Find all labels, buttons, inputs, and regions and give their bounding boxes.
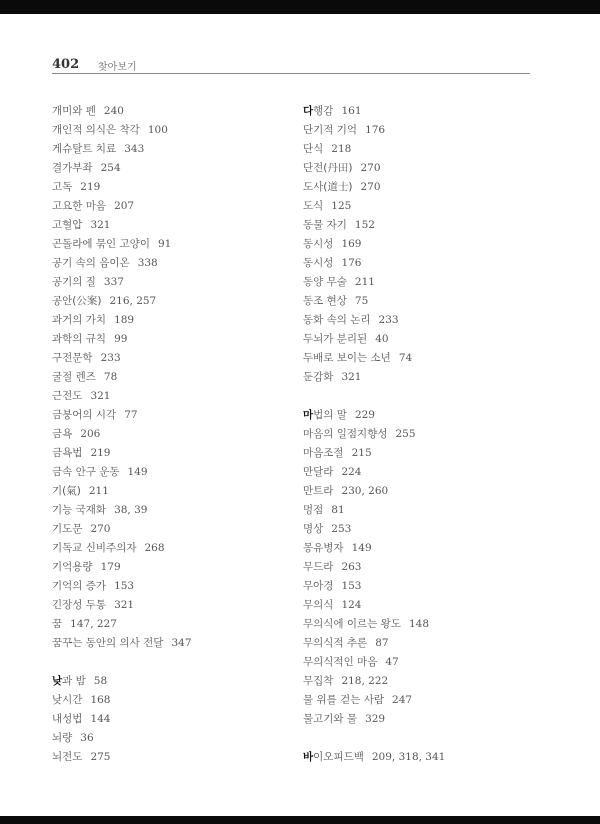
entry-pages: 270	[90, 523, 111, 535]
entry-term: 동시성	[303, 257, 334, 269]
entry-term: 내성법	[52, 713, 83, 725]
index-entry	[303, 273, 543, 292]
entry-pages: 47	[385, 656, 399, 668]
page-number: 402	[52, 57, 80, 72]
index-entry	[52, 634, 282, 653]
section-gap	[303, 387, 543, 406]
entry-pages: 40	[375, 333, 389, 345]
index-entry	[52, 121, 282, 140]
entry-term: 공안(公案)	[52, 295, 102, 307]
index-entry	[303, 140, 543, 159]
entry-term: 고독	[52, 181, 73, 193]
entry-term: 멍점	[303, 504, 324, 516]
index-entry	[52, 729, 282, 748]
entry-term: 명상	[303, 523, 324, 535]
entry-pages: 161	[341, 105, 362, 117]
entry-pages: 211	[354, 276, 375, 288]
entry-term: 도식	[303, 200, 324, 212]
index-entry	[52, 425, 282, 444]
entry-pages: 152	[354, 219, 375, 231]
entry-pages: 321	[90, 219, 111, 231]
index-entry	[303, 292, 543, 311]
entry-term: 두배로 보이는 소년	[303, 352, 391, 364]
index-entry	[303, 558, 543, 577]
entry-term: 둔감화	[303, 371, 334, 383]
entry-term: 과 밤	[62, 675, 86, 687]
entry-term: 꿈꾸는 동안의 의사 전달	[52, 637, 164, 649]
entry-pages: 211	[88, 485, 109, 497]
index-entry	[52, 197, 282, 216]
entry-pages: 125	[331, 200, 352, 212]
entry-pages: 189	[114, 314, 135, 326]
index-entry	[52, 482, 282, 501]
entry-term: 금속 안구 운동	[52, 466, 120, 478]
index-entry	[303, 235, 543, 254]
entry-pages: 329	[365, 713, 386, 725]
entry-pages: 233	[378, 314, 399, 326]
entry-pages: 91	[157, 238, 172, 250]
entry-pages: 176	[365, 124, 386, 136]
entry-term: 무아경	[303, 580, 334, 592]
index-entry	[303, 330, 543, 349]
entry-term: 고혈압	[52, 219, 83, 231]
index-entry	[52, 615, 282, 634]
entry-lead-letter: 낮	[52, 675, 63, 687]
entry-pages: 255	[395, 428, 416, 440]
entry-term: 개인적 의식은 착각	[52, 124, 140, 136]
index-entry	[52, 691, 282, 710]
index-entry	[303, 121, 543, 140]
index-entry	[52, 330, 282, 349]
entry-pages: 149	[127, 466, 148, 478]
entry-pages: 209, 318, 341	[371, 751, 446, 763]
index-entry	[303, 159, 543, 178]
index-entry	[303, 444, 543, 463]
index-entry	[303, 672, 543, 691]
entry-term: 동조 현상	[303, 295, 347, 307]
index-entry	[303, 463, 543, 482]
entry-term: 기도문	[52, 523, 83, 535]
entry-term: 금욕법	[52, 447, 83, 459]
entry-term: 이오피드백	[313, 751, 364, 763]
index-entry	[52, 501, 282, 520]
index-entry	[303, 178, 543, 197]
entry-pages: 38, 39	[114, 504, 148, 516]
entry-term: 단식	[303, 143, 324, 155]
entry-term: 마음조절	[303, 447, 344, 459]
index-entry	[52, 235, 282, 254]
entry-pages: 270	[360, 162, 381, 174]
entry-pages: 87	[375, 637, 389, 649]
entry-term: 금붕어의 시각	[52, 409, 117, 421]
entry-pages: 74	[398, 352, 413, 364]
index-entry	[303, 539, 543, 558]
entry-term: 긴장성 두통	[52, 599, 107, 611]
index-entry	[303, 254, 543, 273]
entry-term: 뇌전도	[52, 751, 83, 763]
entry-pages: 206	[80, 428, 101, 440]
entry-term: 동시성	[303, 238, 334, 250]
entry-term: 결가부좌	[52, 162, 93, 174]
index-entry	[303, 406, 543, 425]
index-entry	[52, 672, 282, 691]
entry-pages: 58	[93, 675, 108, 687]
entry-pages: 81	[331, 504, 345, 516]
entry-pages: 270	[360, 181, 381, 193]
entry-term: 무집착	[303, 675, 334, 687]
index-entry	[303, 691, 543, 710]
entry-pages: 218	[331, 143, 352, 155]
entry-pages: 153	[114, 580, 135, 592]
entry-pages: 219	[80, 181, 101, 193]
entry-pages: 233	[100, 352, 121, 364]
entry-term: 몽유병자	[303, 542, 344, 554]
index-entry	[52, 254, 282, 273]
entry-pages: 321	[90, 390, 111, 402]
index-entry	[303, 216, 543, 235]
entry-pages: 168	[90, 694, 111, 706]
entry-pages: 207	[114, 200, 135, 212]
entry-pages: 124	[341, 599, 362, 611]
entry-pages: 240	[103, 105, 124, 117]
entry-pages: 230, 260	[341, 485, 389, 497]
index-entry	[303, 482, 543, 501]
index-entry	[52, 710, 282, 729]
entry-term: 만트라	[303, 485, 334, 497]
entry-term: 굴절 렌즈	[52, 371, 96, 383]
entry-term: 고요한 마음	[52, 200, 107, 212]
entry-term: 꿈	[52, 618, 63, 630]
index-entry	[303, 197, 543, 216]
index-entry	[303, 501, 543, 520]
entry-pages: 218, 222	[341, 675, 389, 687]
entry-pages: 253	[331, 523, 352, 535]
entry-term: 근전도	[52, 390, 83, 402]
entry-lead-letter: 다	[303, 105, 314, 117]
entry-term: 기(氣)	[52, 485, 81, 497]
entry-pages: 176	[341, 257, 362, 269]
entry-pages: 36	[80, 732, 94, 744]
index-entry	[52, 748, 282, 767]
section-title: 찾아보기	[98, 62, 137, 73]
index-entry	[52, 444, 282, 463]
entry-pages: 321	[114, 599, 135, 611]
entry-term: 과학의 규칙	[52, 333, 107, 345]
index-entry	[52, 349, 282, 368]
section-gap	[52, 653, 282, 672]
index-entry	[52, 520, 282, 539]
index-entry	[52, 368, 282, 387]
entry-pages: 219	[90, 447, 111, 459]
bottom-border-bar	[0, 816, 600, 824]
entry-term: 공기 속의 음이온	[52, 257, 130, 269]
index-entry	[303, 596, 543, 615]
entry-pages: 268	[144, 542, 165, 554]
index-entry	[303, 425, 543, 444]
index-entry	[52, 463, 282, 482]
entry-term: 무의식적 추론	[303, 637, 368, 649]
header-rule	[52, 73, 530, 74]
section-gap	[303, 729, 543, 748]
index-entry	[303, 577, 543, 596]
entry-term: 동양 무술	[303, 276, 347, 288]
entry-pages: 100	[147, 124, 168, 136]
entry-pages: 254	[100, 162, 121, 174]
entry-term: 물 위를 걷는 사람	[303, 694, 385, 706]
entry-term: 무의식적인 마음	[303, 656, 378, 668]
entry-term: 뇌량	[52, 732, 73, 744]
index-entry	[52, 387, 282, 406]
entry-term: 단기적 기억	[303, 124, 358, 136]
index-entry	[303, 634, 543, 653]
entry-pages: 149	[351, 542, 372, 554]
entry-term: 동화 속의 논리	[303, 314, 371, 326]
index-entry	[303, 368, 543, 387]
index-entry	[52, 140, 282, 159]
entry-term: 무의식에 이르는 왕도	[303, 618, 401, 630]
index-entry	[303, 311, 543, 330]
entry-pages: 216, 257	[109, 295, 157, 307]
entry-term: 만달라	[303, 466, 334, 478]
entry-term: 도사(道士)	[303, 181, 353, 193]
entry-pages: 321	[341, 371, 362, 383]
entry-pages: 75	[354, 295, 369, 307]
entry-pages: 148	[408, 618, 430, 630]
entry-pages: 99	[114, 333, 128, 345]
entry-pages: 147, 227	[70, 618, 117, 630]
entry-term: 기억용량	[52, 561, 93, 573]
entry-pages: 229	[354, 409, 375, 421]
index-entry	[303, 710, 543, 729]
entry-term: 과거의 가치	[52, 314, 107, 326]
entry-pages: 275	[90, 751, 111, 763]
entry-pages: 153	[341, 580, 362, 592]
entry-term: 물고기와 물	[303, 713, 358, 725]
entry-term: 마음의 일점지향성	[303, 428, 388, 440]
index-entry	[52, 216, 282, 235]
entry-lead-letter: 마	[303, 409, 314, 421]
entry-pages: 347	[171, 637, 192, 649]
entry-pages: 169	[341, 238, 362, 250]
index-entry	[52, 102, 282, 121]
entry-term: 두뇌가 분리된	[303, 333, 368, 345]
entry-pages: 247	[392, 694, 413, 706]
entry-term: 낮시간	[52, 694, 83, 706]
entry-pages: 337	[103, 276, 124, 288]
entry-pages: 144	[90, 713, 111, 725]
entry-term: 게슈탈트 치료	[52, 143, 117, 155]
entry-term: 법의 말	[313, 409, 347, 421]
entry-term: 동물 자기	[303, 219, 347, 231]
entry-pages: 224	[341, 466, 362, 478]
index-entry	[52, 159, 282, 178]
index-entry	[303, 748, 543, 767]
entry-term: 구전문학	[52, 352, 93, 364]
index-entry	[52, 558, 282, 577]
entry-lead-letter: 바	[303, 751, 314, 763]
entry-pages: 263	[341, 561, 362, 573]
index-column-left	[52, 102, 282, 767]
index-column-right	[303, 102, 543, 767]
entry-term: 기독교 신비주의자	[52, 542, 137, 554]
entry-term: 무의식	[303, 599, 334, 611]
index-entry	[303, 653, 543, 672]
entry-pages: 215	[351, 447, 372, 459]
index-entry	[52, 273, 282, 292]
entry-pages: 78	[103, 371, 118, 383]
entry-term: 금욕	[52, 428, 73, 440]
page-header	[52, 57, 530, 73]
index-entry	[303, 349, 543, 368]
top-border-bar	[0, 0, 600, 14]
index-entry	[52, 311, 282, 330]
index-entry	[303, 102, 543, 121]
entry-term: 무드라	[303, 561, 334, 573]
entry-term: 기억의 증가	[52, 580, 107, 592]
index-entry	[52, 596, 282, 615]
index-entry	[52, 577, 282, 596]
index-entry	[303, 615, 543, 634]
index-entry	[52, 539, 282, 558]
index-entry	[52, 292, 282, 311]
entry-pages: 179	[100, 561, 121, 573]
entry-term: 개미와 펜	[52, 105, 96, 117]
entry-term: 기능 국재화	[52, 504, 107, 516]
entry-pages: 338	[137, 257, 158, 269]
entry-pages: 343	[124, 143, 145, 155]
entry-term: 단전(丹田)	[303, 162, 353, 174]
entry-term: 공기의 질	[52, 276, 96, 288]
index-entry	[52, 406, 282, 425]
entry-pages: 77	[124, 409, 138, 421]
entry-term: 행감	[313, 105, 334, 117]
index-entry	[303, 520, 543, 539]
entry-term: 곤돌라에 묶인 고양이	[52, 238, 150, 250]
index-entry	[52, 178, 282, 197]
